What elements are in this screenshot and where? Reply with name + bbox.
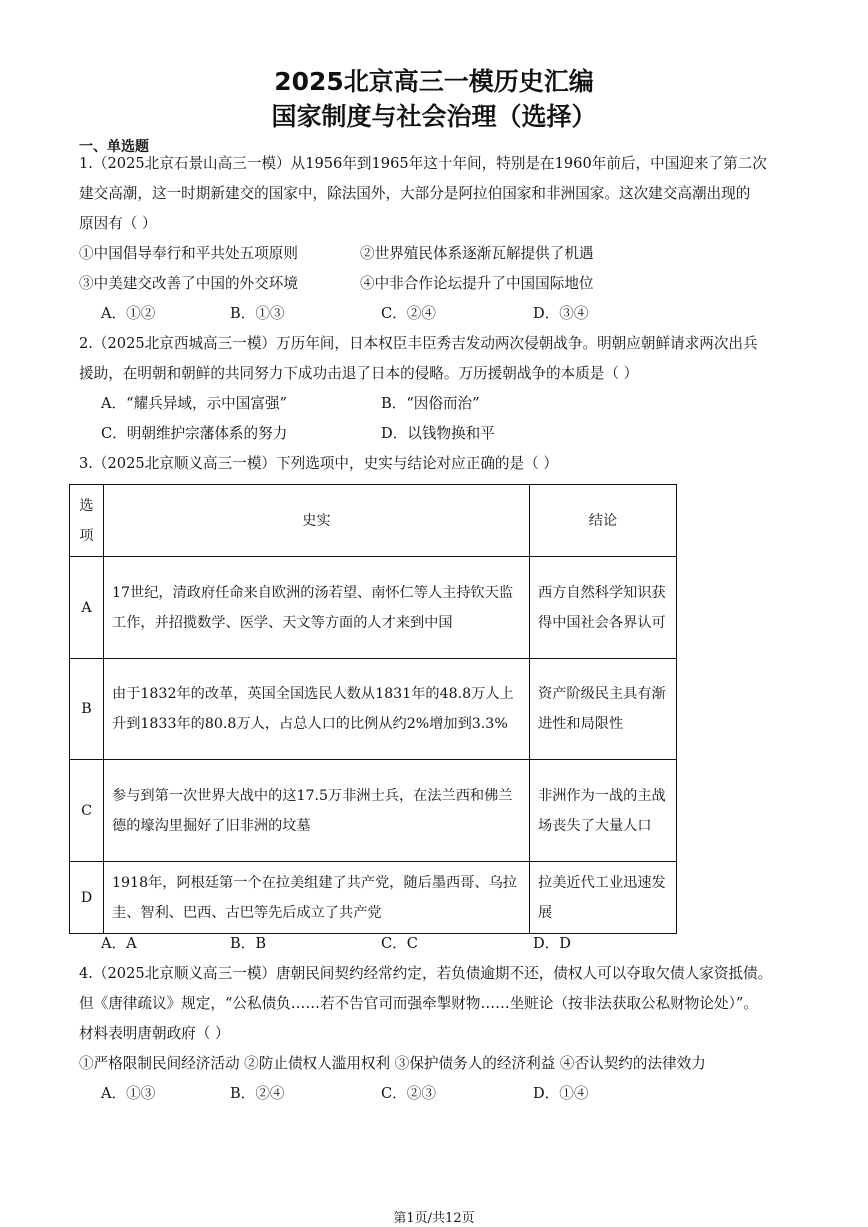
page-subtitle: 国家制度与社会治理（选择） <box>271 102 597 131</box>
row-conclusion: 西方自然科学知识获得中国社会各界认可 <box>530 557 677 659</box>
page-title: 2025北京高三一模历史汇编 <box>274 67 594 96</box>
q1-stem-line-3: 原因有（ ） <box>79 215 157 232</box>
q2-option-b: B．“因俗而治” <box>381 395 480 412</box>
q1-stem-line-2: 建交高潮，这一时期新建交的国家中，除法国外，大部分是阿拉伯国家和非洲国家。这次建交高潮出现的 <box>79 185 751 202</box>
q2-option-d: D．以钱物换和平 <box>381 425 495 442</box>
q3-stem: 3.（2025北京顺义高三一模）下列选项中，史实与结论对应正确的是（ ） <box>79 455 558 472</box>
q2-option-c: C．明朝维护宗藩体系的努力 <box>101 425 288 442</box>
row-letter: A <box>70 557 104 659</box>
q4-items: ①严格限制民间经济活动 ②防止债权人滥用权利 ③保护债务人的经济利益 ④否认契约的法律效力 <box>79 1055 706 1072</box>
header-conclusion: 结论 <box>530 485 677 557</box>
row-fact: 17世纪，清政府任命来自欧洲的汤若望、南怀仁等人主持钦天监工作，并招揽数学、医学、天文等方面的人才来到中国 <box>104 557 530 659</box>
table-row <box>70 862 677 934</box>
table-header-row <box>70 485 677 557</box>
row-fact: 参与到第一次世界大战中的这17.5万非洲士兵，在法兰西和佛兰德的壕沟里掘好了旧非洲的坟墓 <box>104 760 530 862</box>
q1-option-d: D．③④ <box>533 305 589 322</box>
q3-table <box>69 484 677 934</box>
q1-item-1: ①中国倡导奉行和平共处五项原则 <box>79 245 298 262</box>
row-letter: D <box>70 862 104 934</box>
q1-item-2: ②世界殖民体系逐渐瓦解提供了机遇 <box>360 245 594 262</box>
q4-stem-line-1: 4.（2025北京顺义高三一模）唐朝民间契约经常约定，若负债逾期不还，债权人可以夺取欠债人家资抵债。 <box>79 965 773 982</box>
q4-option-a: A．①③ <box>101 1085 156 1102</box>
q1-item-4: ④中非合作论坛提升了中国国际地位 <box>360 275 594 292</box>
q2-stem-line-2: 援助，在明朝和朝鲜的共同努力下成功击退了日本的侵略。万历援朝战争的本质是（ ） <box>79 365 639 382</box>
row-fact: 1918年，阿根廷第一个在拉美组建了共产党，随后墨西哥、乌拉圭、智利、巴西、古巴等先后成立了共产党 <box>104 862 530 934</box>
q1-option-c: C．②④ <box>381 305 436 322</box>
q4-option-c: C．②③ <box>381 1085 436 1102</box>
row-conclusion: 资产阶级民主具有渐进性和局限性 <box>530 659 677 760</box>
header-fact: 史实 <box>104 485 530 557</box>
q3-option-d: D．D <box>533 935 571 952</box>
row-fact: 由于1832年的改革，英国全国选民人数从1831年的48.8万人上升到1833年的80.8万人，占总人口的比例从约2%增加到3.3% <box>104 659 530 760</box>
q3-option-b: B．B <box>230 935 267 952</box>
q1-option-a: A．①② <box>101 305 156 322</box>
q1-option-b: B．①③ <box>230 305 285 322</box>
q3-option-c: C．C <box>381 935 418 952</box>
table-row <box>70 557 677 659</box>
page-footer: 第1页/共12页 <box>393 1211 475 1226</box>
section-heading: 一、单选题 <box>79 139 149 155</box>
q1-stem-line-1: 1.（2025北京石景山高三一模）从1956年到1965年这十年间，特别是在1960年前后，中国迎来了第二次 <box>79 155 767 172</box>
row-letter: B <box>70 659 104 760</box>
q2-stem-line-1: 2.（2025北京西城高三一模）万历年间，日本权臣丰臣秀吉发动两次侵朝战争。明朝应朝鲜请求两次出兵 <box>79 335 758 352</box>
q1-item-3: ③中美建交改善了中国的外交环境 <box>79 275 298 292</box>
q2-option-a: A．“耀兵异域，示中国富强” <box>101 395 287 412</box>
table-row <box>70 760 677 862</box>
header-option: 选项 <box>70 485 104 557</box>
q3-option-a: A．A <box>101 935 137 952</box>
row-conclusion: 非洲作为一战的主战场丧失了大量人口 <box>530 760 677 862</box>
q4-option-d: D．①④ <box>533 1085 589 1102</box>
table-row <box>70 659 677 760</box>
q4-option-b: B．②④ <box>230 1085 285 1102</box>
row-conclusion: 拉美近代工业迅速发展 <box>530 862 677 934</box>
row-letter: C <box>70 760 104 862</box>
q4-stem-line-2: 但《唐律疏议》规定，“公私债负……若不告官司而强牵掣财物……坐赃论（按非法获取公私财物论处）”。 <box>79 995 758 1012</box>
q4-stem-line-3: 材料表明唐朝政府（ ） <box>79 1025 230 1042</box>
